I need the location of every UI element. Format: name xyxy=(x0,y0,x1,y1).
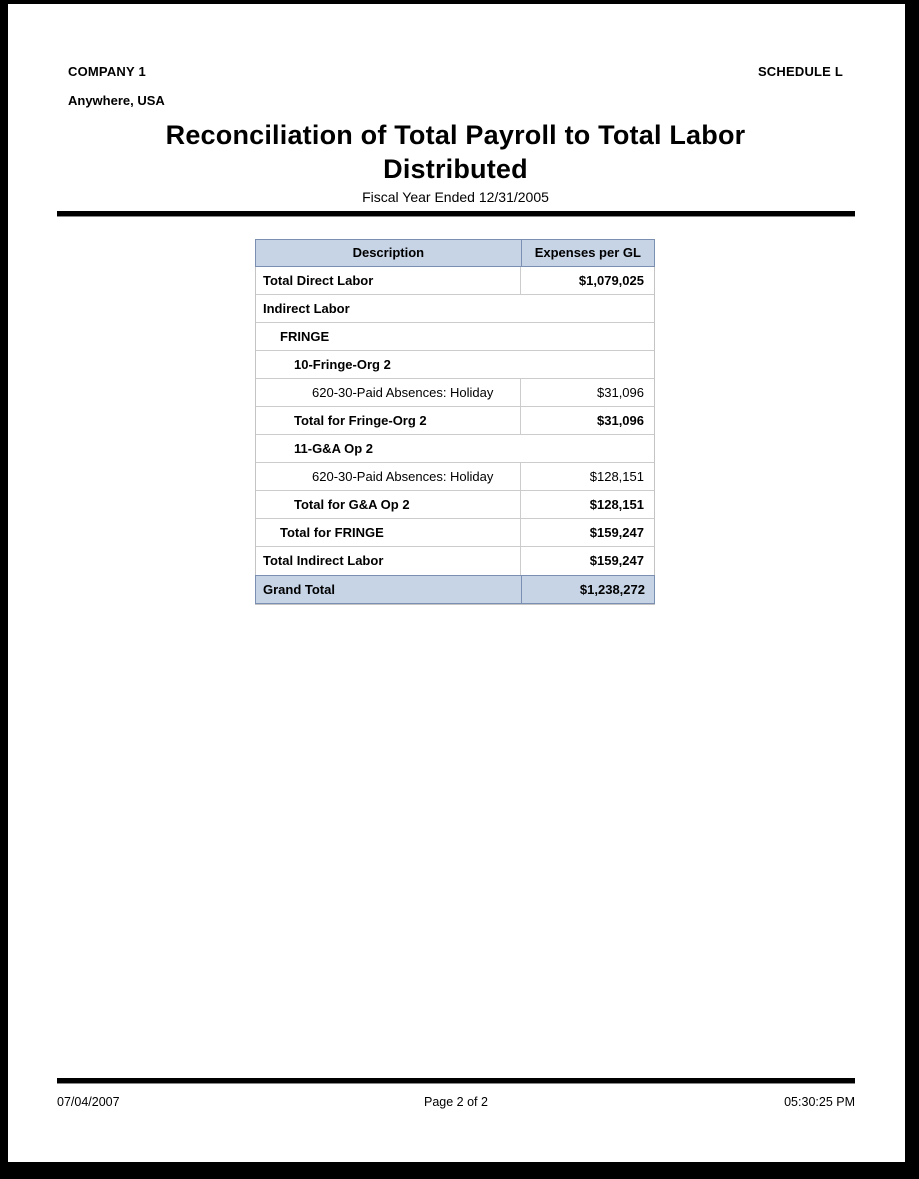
row-description: 620-30-Paid Absences: Holiday xyxy=(312,469,494,484)
row-description: FRINGE xyxy=(280,329,330,344)
column-header-expenses: Expenses per GL xyxy=(521,240,654,266)
row-description: Total for Fringe-Org 2 xyxy=(294,413,427,428)
footer-rule xyxy=(57,1078,855,1083)
company-name: COMPANY 1 xyxy=(68,64,146,79)
row-expense-value: $159,247 xyxy=(520,519,653,546)
row-description: 11-G&A Op 2 xyxy=(294,441,373,456)
row-description: Total Direct Labor xyxy=(263,273,374,288)
table-row xyxy=(256,547,654,575)
table-row xyxy=(256,435,654,463)
table-row xyxy=(256,407,654,435)
row-expense-value: $31,096 xyxy=(520,407,653,434)
footer-date: 07/04/2007 xyxy=(57,1095,120,1109)
row-expense-value: $159,247 xyxy=(520,547,653,575)
row-expense-value xyxy=(521,295,654,322)
row-expense-value xyxy=(521,323,654,350)
table-row xyxy=(256,323,654,351)
footer-time: 05:30:25 PM xyxy=(784,1095,855,1109)
row-description: Total for G&A Op 2 xyxy=(294,497,410,512)
schedule-label: SCHEDULE L xyxy=(757,64,843,79)
table-row xyxy=(256,267,654,295)
footer-page-number: Page 2 of 2 xyxy=(424,1095,488,1109)
row-description: Indirect Labor xyxy=(263,301,350,316)
table-row xyxy=(256,463,654,491)
row-expense-value: $31,096 xyxy=(520,379,653,406)
row-expense-value xyxy=(521,351,654,378)
report-subtitle: Fiscal Year Ended 12/31/2005 xyxy=(362,189,549,205)
table-row xyxy=(256,379,654,407)
table-row xyxy=(256,491,654,519)
row-description: 620-30-Paid Absences: Holiday xyxy=(312,385,494,400)
report-table xyxy=(255,239,655,605)
table-row xyxy=(256,351,654,379)
report-page xyxy=(8,4,905,1162)
report-title: Reconciliation of Total Payroll to Total Labor Distributed xyxy=(165,120,746,184)
grand-total-label: Grand Total xyxy=(263,582,335,597)
row-expense-value xyxy=(521,435,654,462)
table-row xyxy=(256,295,654,323)
row-description: 10-Fringe-Org 2 xyxy=(294,357,391,372)
row-expense-value: $128,151 xyxy=(520,491,653,518)
row-description: Total Indirect Labor xyxy=(263,553,384,568)
table-row xyxy=(256,519,654,547)
report-header xyxy=(8,4,905,216)
table-header-row xyxy=(255,239,655,267)
header-rule xyxy=(57,211,855,216)
company-location: Anywhere, USA xyxy=(68,93,165,108)
row-description: Total for FRINGE xyxy=(280,525,384,540)
row-expense-value: $1,079,025 xyxy=(520,267,653,294)
grand-total-row xyxy=(255,575,655,604)
report-footer xyxy=(57,1078,855,1109)
report-table-body xyxy=(256,267,654,575)
grand-total-value: $1,238,272 xyxy=(521,576,654,603)
column-header-description: Description xyxy=(352,245,425,260)
row-expense-value: $128,151 xyxy=(520,463,653,490)
